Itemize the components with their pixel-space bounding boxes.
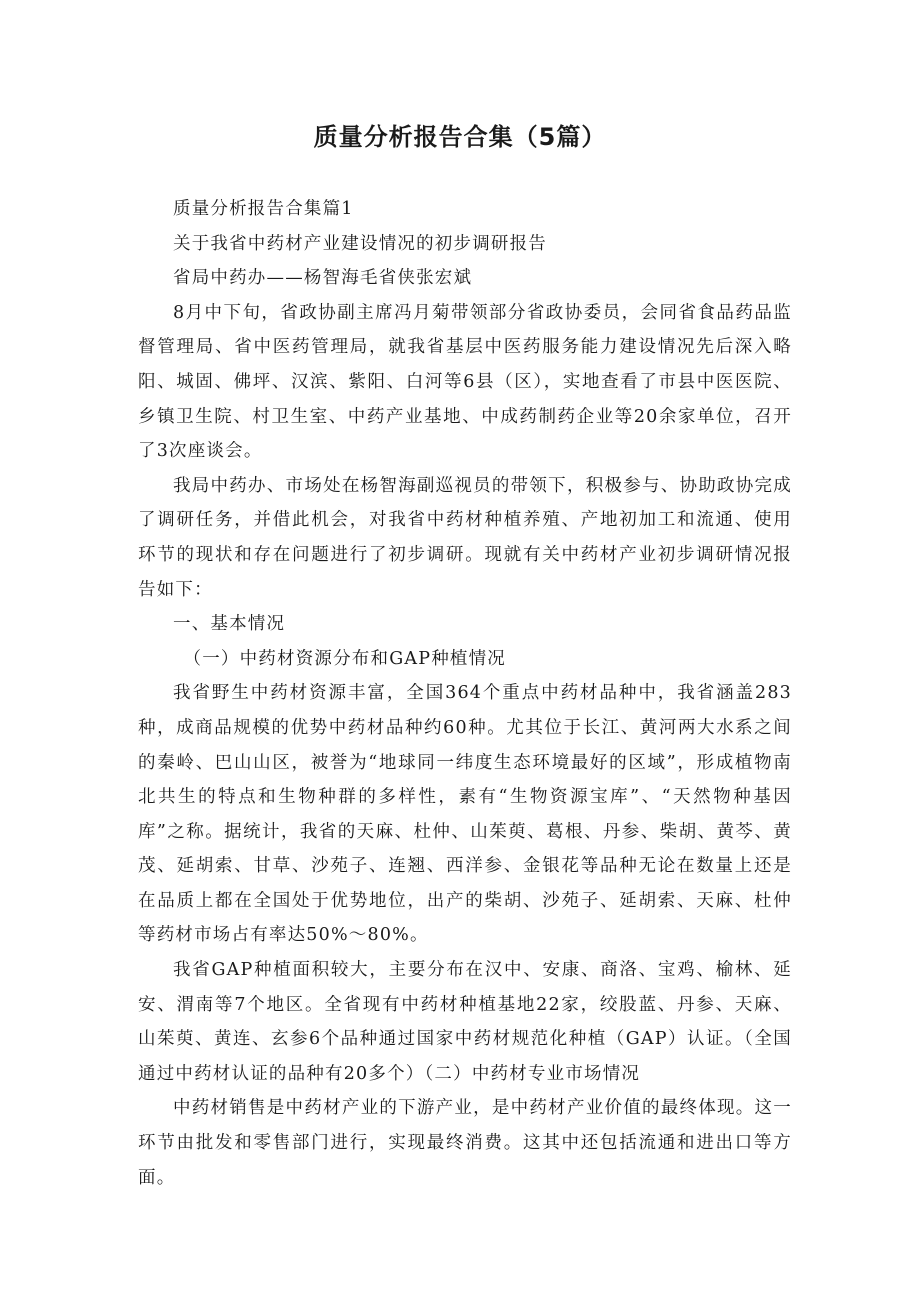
body-paragraph: 8月中下旬，省政协副主席冯月菊带领部分省政协委员，会同省食品药品监督管理局、省中医药管理局，就我省基层中医药服务能力建设情况先后深入略阳、城固、佛坪、汉滨、紫阳、白河等6县（区），实地查看了市县中医医院、乡镇卫生院、村卫生室、中药产业基地、中成药制药企业等20余家单位，召开了3次座谈会。 [138, 302, 792, 462]
body-paragraph: 我局中药办、市场处在杨智海副巡视员的带领下，积极参与、协助政协完成了调研任务，并借此机会，对我省中药材种植养殖、产地初加工和流通、使用环节的现状和存在问题进行了初步调研。现就有关中药材产业初步调研情况报告如下： [138, 475, 792, 600]
body-paragraph: 我省GAP种植面积较大，主要分布在汉中、安康、商洛、宝鸡、榆林、延安、渭南等7个地区。全省现有中药材种植基地22家，绞股蓝、丹参、天麻、山茱萸、黄连、玄参6个品种通过国家中药材规范化种植（GAP）认证。（全国通过中药材认证的品种有20多个）（二）中药材专业市场情况 [138, 960, 792, 1084]
document-body [138, 192, 792, 1195]
report-authors: 省局中药办——杨智海毛省侠张宏斌 [173, 268, 473, 289]
subheading: 一、基本情况 [173, 614, 286, 635]
body-paragraph: 中药材销售是中药材产业的下游产业，是中药材产业价值的最终体现。这一环节由批发和零售部门进行，实现最终消费。这其中还包括流通和进出口等方面。 [138, 1098, 792, 1188]
section-heading: 质量分析报告合集篇1 [173, 199, 354, 219]
subheading: （一）中药材资源分布和GAP种植情况 [183, 648, 506, 669]
document-title: 质量分析报告合集（5篇） [313, 123, 607, 151]
body-paragraph: 我省野生中药材资源丰富，全国364个重点中药材品种中，我省涵盖283种，成商品规模的优势中药材品种约60种。尤其位于长江、黄河两大水系之间的秦岭、巴山山区，被誉为“地球同一纬度生态环境最好的区域”，形成植物南北共生的特点和生物种群的多样性，素有“生物资源宝库”、“天然物种基因库”之称。据统计，我省的天麻、杜仲、山茱萸、葛根、丹参、柴胡、黄芩、黄茂、延胡索、甘草、沙苑子、连翘、西洋参、金银花等品种无论在数量上还是在品质上都在全国处于优势地位，出产的柴胡、沙苑子、延胡索、天麻、杜仲等药材市场占有率达50%～80%。 [138, 683, 792, 946]
report-title: 关于我省中药材产业建设情况的初步调研报告 [173, 233, 547, 254]
